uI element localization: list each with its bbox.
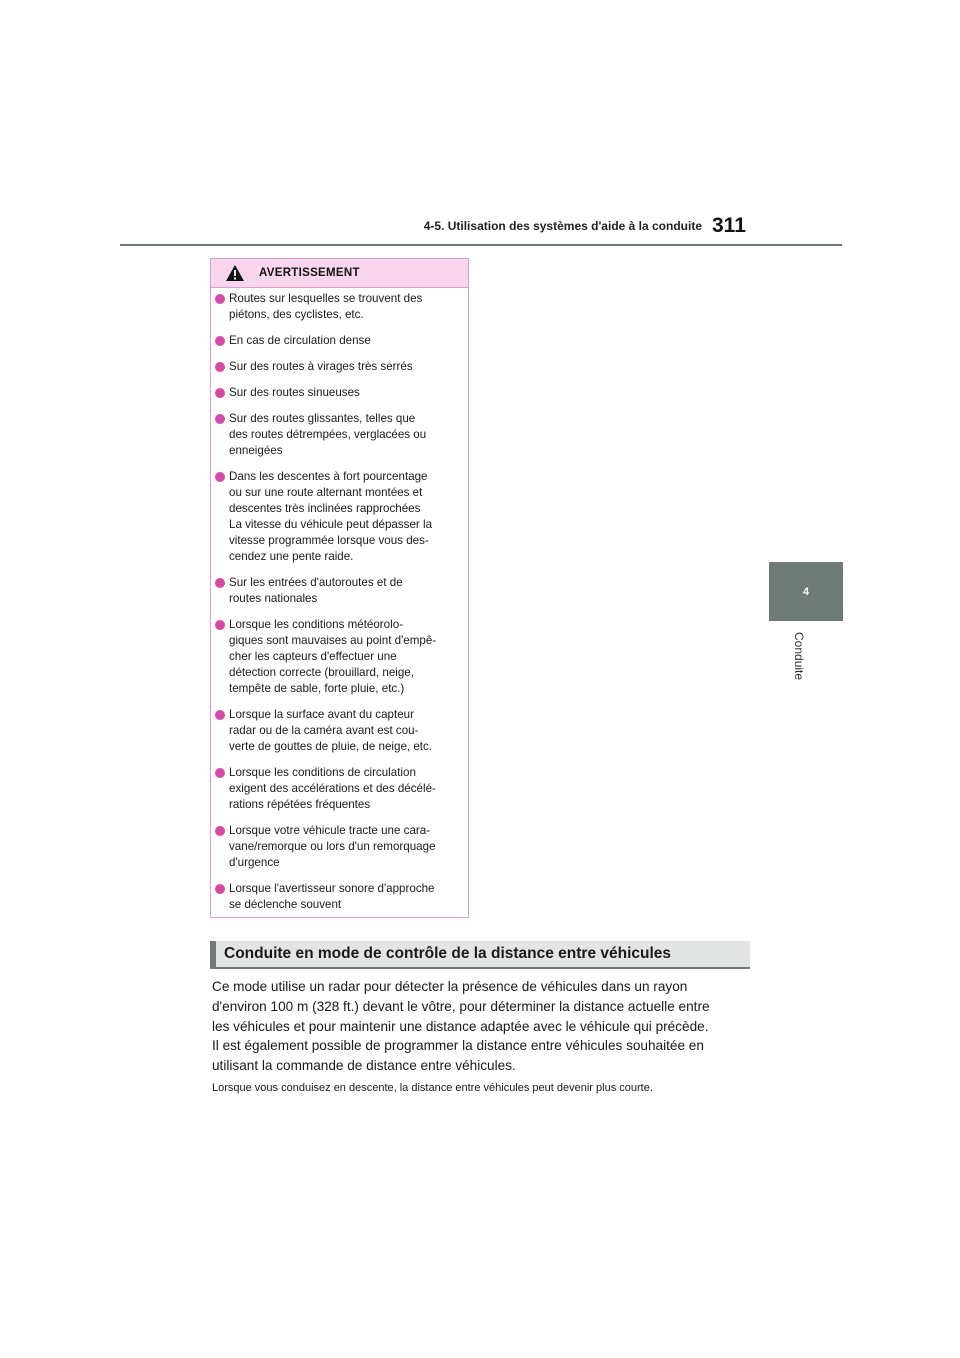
warning-item: Routes sur lesquelles se trouvent des piétons, des cyclistes, etc. bbox=[211, 291, 461, 323]
warning-item: Dans les descentes à fort pourcentage ou sur une route alternant montées et descentes très inclinées rapprochées La vitesse du véhicule peut dépasser la vitesse programmée lorsque vous des- cendez une pente raide. bbox=[211, 469, 461, 565]
bullet-icon bbox=[215, 578, 225, 588]
chapter-label: Conduite bbox=[792, 632, 806, 681]
warning-item: Sur les entrées d'autoroutes et de routes nationales bbox=[211, 575, 461, 607]
bullet-icon bbox=[215, 294, 225, 304]
warning-header bbox=[211, 259, 468, 288]
chapter-number: 4 bbox=[802, 585, 810, 598]
header-divider bbox=[120, 244, 842, 246]
bullet-icon bbox=[215, 414, 225, 424]
warning-item: Sur des routes à virages très serrés bbox=[211, 359, 461, 375]
bullet-icon bbox=[215, 768, 225, 778]
warning-item: Lorsque l'avertisseur sonore d'approche se déclenche souvent bbox=[211, 881, 461, 913]
note-paragraph: Lorsque vous conduisez en descente, la distance entre véhicules peut devenir plus courte. bbox=[212, 1082, 653, 1094]
warning-item: Lorsque votre véhicule tracte une cara- vane/remorque ou lors d'un remorquage d'urgence bbox=[211, 823, 461, 871]
page-number: 311 bbox=[712, 214, 746, 237]
header-section-title: 4-5. Utilisation des systèmes d'aide à la conduite bbox=[423, 219, 702, 233]
section-heading: Conduite en mode de contrôle de la distance entre véhicules bbox=[210, 941, 750, 969]
warning-title: AVERTISSEMENT bbox=[259, 267, 360, 279]
body-paragraph: Ce mode utilise un radar pour détecter la présence de véhicules dans un rayon d'environ 100 m (328 ft.) devant le vôtre, pour déterminer la distance actuelle entre les véhicules et pour maintenir une distance adaptée avec le véhicule qui précède. Il est également possible de programmer la distance entre véhicules souhaitée en utilisant la commande de distance entre véhicules. bbox=[212, 979, 710, 1074]
warning-item: En cas de circulation dense bbox=[211, 333, 461, 349]
warning-item: Lorsque la surface avant du capteur radar ou de la caméra avant est cou- verte de gouttes de pluie, de neige, etc. bbox=[211, 707, 461, 755]
bullet-icon bbox=[215, 620, 225, 630]
bullet-icon bbox=[215, 336, 225, 346]
warning-item: Sur des routes sinueuses bbox=[211, 385, 461, 401]
warning-item: Lorsque les conditions météorolo- giques sont mauvaises au point d'empê- cher les capteurs d'effectuer une détection correcte (brouillard, neige, tempête de sable, forte pluie, etc.) bbox=[211, 617, 461, 697]
warning-triangle-icon bbox=[225, 264, 245, 282]
bullet-icon bbox=[215, 388, 225, 398]
warning-item: Lorsque les conditions de circulation exigent des accélérations et des décélé- rations répétées fréquentes bbox=[211, 765, 461, 813]
bullet-icon bbox=[215, 884, 225, 894]
bullet-icon bbox=[215, 472, 225, 482]
chapter-tab bbox=[769, 562, 843, 621]
bullet-icon bbox=[215, 710, 225, 720]
bullet-icon bbox=[215, 362, 225, 372]
warning-item: Sur des routes glissantes, telles que des routes détrempées, verglacées ou enneigées bbox=[211, 411, 461, 459]
warning-box bbox=[210, 258, 469, 918]
bullet-icon bbox=[215, 826, 225, 836]
